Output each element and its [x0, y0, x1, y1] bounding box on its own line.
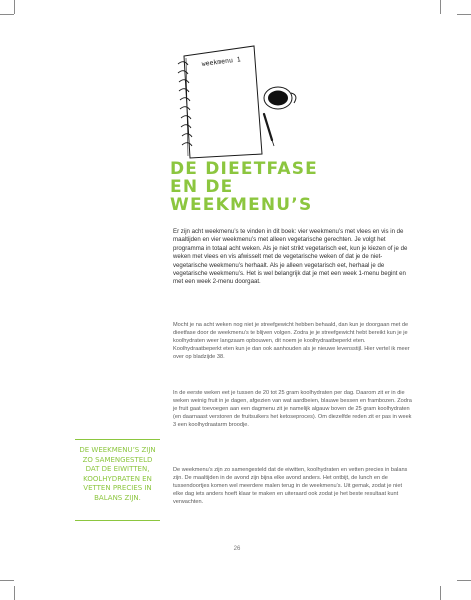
crop-mark-top-left [0, 14, 14, 15]
body-paragraph: De weekmenu’s zijn zo samengesteld dat de eiwitten, koolhydraten en vetten precies in balans zijn. De maaltijden in de avond zijn bijna elke avond anders. Het ontbijt, de lunch en de tussendoortjes komen wel meerdere malen terug in de weekmenu’s. Uit gemak, zodat je niet elke dag iets anders hoeft klaar te maken en uiteraard ook zodat je het beste resultaat kunt verwachten. [173, 467, 408, 505]
page-title [170, 160, 410, 214]
body-paragraph: In de eerste weken eet je tussen de 20 tot 25 gram koolhydraten per dag. Daarom zit er in die weken weinig fruit in je dagen, afgezien van wat aardbeien, blauwe bessen en frambozen. Zodra je fruit gaat toevoegen aan een dagmenu zit je namelijk algauw boven de 25 gram koolhydraten (en daarnaast verstoren de fruitsuikers het ketoseproces). Om diezelfde reden zit er pas in week 3 een koolhydraatarm broodje. [173, 390, 412, 428]
pull-quote-rule-bottom [75, 520, 160, 521]
title-line: EN DE [170, 177, 234, 197]
pull-quote-rule-top [75, 439, 160, 440]
crop-mark-top-right [440, 0, 441, 14]
body-paragraph: Mocht je na acht weken nog niet je streefgewicht hebben behaald, dan kun je doorgaan met de dieetfase door de weekmenu’s te blijven volgen. Zodra je je streefgewicht hebt bereikt kun je je koolhydraten weer langzaam opbouwen, dit noem je koolhydraatbeperkt eten. Koolhydraatbeperkt eten kun je dan ook aanhouden als je nieuwe levensstijl. Hier vertel ik meer over op bladzijde 38. [173, 322, 410, 360]
pen-icon [264, 114, 274, 146]
weekmenu-illustration [150, 40, 320, 160]
crop-mark-bottom-left [14, 586, 15, 600]
title-line: DE DIEETFASE [170, 159, 318, 179]
coffee-cup-icon [264, 87, 296, 109]
crop-mark-top-right [457, 14, 471, 15]
intro-paragraph: Er zijn acht weekmenu’s te vinden in dit boek: vier weekmenu’s met vlees en vis in de maaltijden en vier weekmenu’s met alleen vegetarische gerechten. Je volgt het programma in totaal acht weken. Als je niet strikt vegetarisch eet, kun je kiezen of je de weken met vlees en vis afwisselt met de vegetarische weken of dat je de niet-vegetarische weekmenu’s herhaalt. Als je alleen vegetarisch eet, herhaal je de vegetarische weekmenu’s. Het is wel belangrijk dat je met een week 1-menu begint en met een week 2-menu doorgaat. [173, 228, 408, 286]
crop-mark-top-left [14, 0, 15, 14]
page-number: 26 [233, 546, 241, 552]
spiral-notebook-icon [178, 46, 262, 158]
notebook-label: weekmenu 1 [201, 55, 242, 68]
title-line: WEEKMENU’S [170, 195, 313, 215]
crop-mark-bottom-right [457, 580, 471, 581]
pull-quote: DE WEEKMENU’S ZIJN ZO SAMENGESTELD DAT DE EIWITTEN, KOOLHYDRATEN EN VETTEN PRECIES IN BALANS ZIJN. [79, 446, 156, 502]
crop-mark-bottom-right [440, 586, 441, 600]
crop-mark-bottom-left [0, 580, 14, 581]
